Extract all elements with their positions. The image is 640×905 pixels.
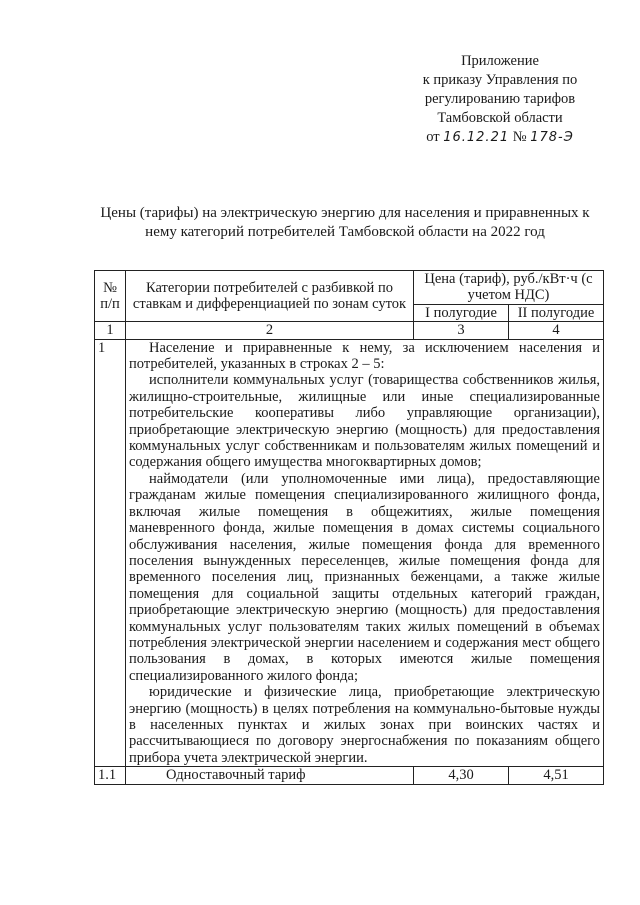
approval-line-1: Приложение bbox=[461, 53, 539, 69]
table-row bbox=[95, 339, 604, 767]
approval-block bbox=[400, 52, 600, 147]
table-header-row bbox=[95, 271, 604, 305]
column-number-row bbox=[95, 322, 604, 339]
tariff-value-half-2: 4,51 bbox=[509, 767, 604, 784]
tariff-table bbox=[94, 270, 604, 785]
order-number-label: № bbox=[512, 129, 527, 145]
order-ref-prefix: от bbox=[426, 129, 440, 145]
row-paragraph: исполнители коммунальных услуг (товарищества собственников жилья, жилищно-строительные, жилищные или иные специализированные потребительские кооперативы либо управляющие организации), приобретающие электрическую энергию (мощность) для предоставления коммунальных услуг собственникам и пользователям жилых помещений и содержания общего имущества многоквартирных домов; bbox=[129, 372, 600, 471]
row-paragraph: Население и приравненные к нему, за исключением населения и потребителей, указанных в строках 2 – 5: bbox=[129, 339, 600, 373]
header-num: № п/п bbox=[95, 271, 126, 322]
row-label bbox=[126, 767, 414, 784]
order-date: 16.12.21 bbox=[443, 130, 510, 145]
column-number: 4 bbox=[509, 322, 604, 339]
order-reference bbox=[400, 128, 600, 147]
approval-line-3: регулированию тарифов bbox=[424, 91, 576, 107]
approval-line-2: к приказу Управления по bbox=[422, 72, 578, 88]
column-number: 3 bbox=[414, 322, 509, 339]
header-price: Цена (тариф), руб./кВт·ч (с учетом НДС) bbox=[414, 271, 604, 305]
row-paragraph: наймодатели (или уполномоченные ими лица), предоставляющие гражданам жилые помещения специализированного жилищного фонда, включая жилые помещения в общежитиях, жилые помещения маневренного фонда, жилые помещения в домах системы социального обслуживания населения, жилые помещения фонда для временного поселения вынужденных переселенцев, жилые помещения фонда для временного поселения лиц, признанных беженцами, а также жилые помещения для социальной защиты отдельных категорий граждан, приобретающие электрическую энергию (мощность) для предоставления коммунальных услуг пользователям таких жилых помещений в объемах потребления электрической энергии населением и содержания мест общего пользования в домах, в которых имеются жилые помещения специализированного жилого фонда; bbox=[129, 470, 600, 684]
document-title: Цены (тарифы) на электрическую энергию для населения и приравненных к нему категорий потребителей Тамбовской области на 2022 год bbox=[100, 205, 590, 240]
tariff-label: Одноставочный тариф bbox=[166, 767, 306, 784]
approval-line-4: Тамбовской области bbox=[437, 110, 563, 126]
header-category: Категории потребителей с разбивкой по ставкам и дифференциацией по зонам суток bbox=[126, 271, 414, 322]
tariff-value-half-1: 4,30 bbox=[414, 767, 509, 784]
row-number: 1.1 bbox=[95, 767, 126, 784]
header-half-1: I полугодие bbox=[414, 304, 509, 321]
column-number: 2 bbox=[126, 322, 414, 339]
order-number: 178-Э bbox=[530, 130, 574, 145]
table-row bbox=[95, 767, 604, 784]
row-description bbox=[126, 339, 604, 767]
column-number: 1 bbox=[95, 322, 126, 339]
row-paragraph: юридические и физические лица, приобретающие электрическую энергию (мощность) в целях потребления на коммунально-бытовые нужды в населенных пунктах и жилых зонах при воинских частях и рассчитывающиеся по договору энергоснабжения по показаниям общего прибора учета электрической энергии. bbox=[129, 684, 600, 766]
header-half-2: II полугодие bbox=[509, 304, 604, 321]
row-number: 1 bbox=[95, 339, 126, 767]
